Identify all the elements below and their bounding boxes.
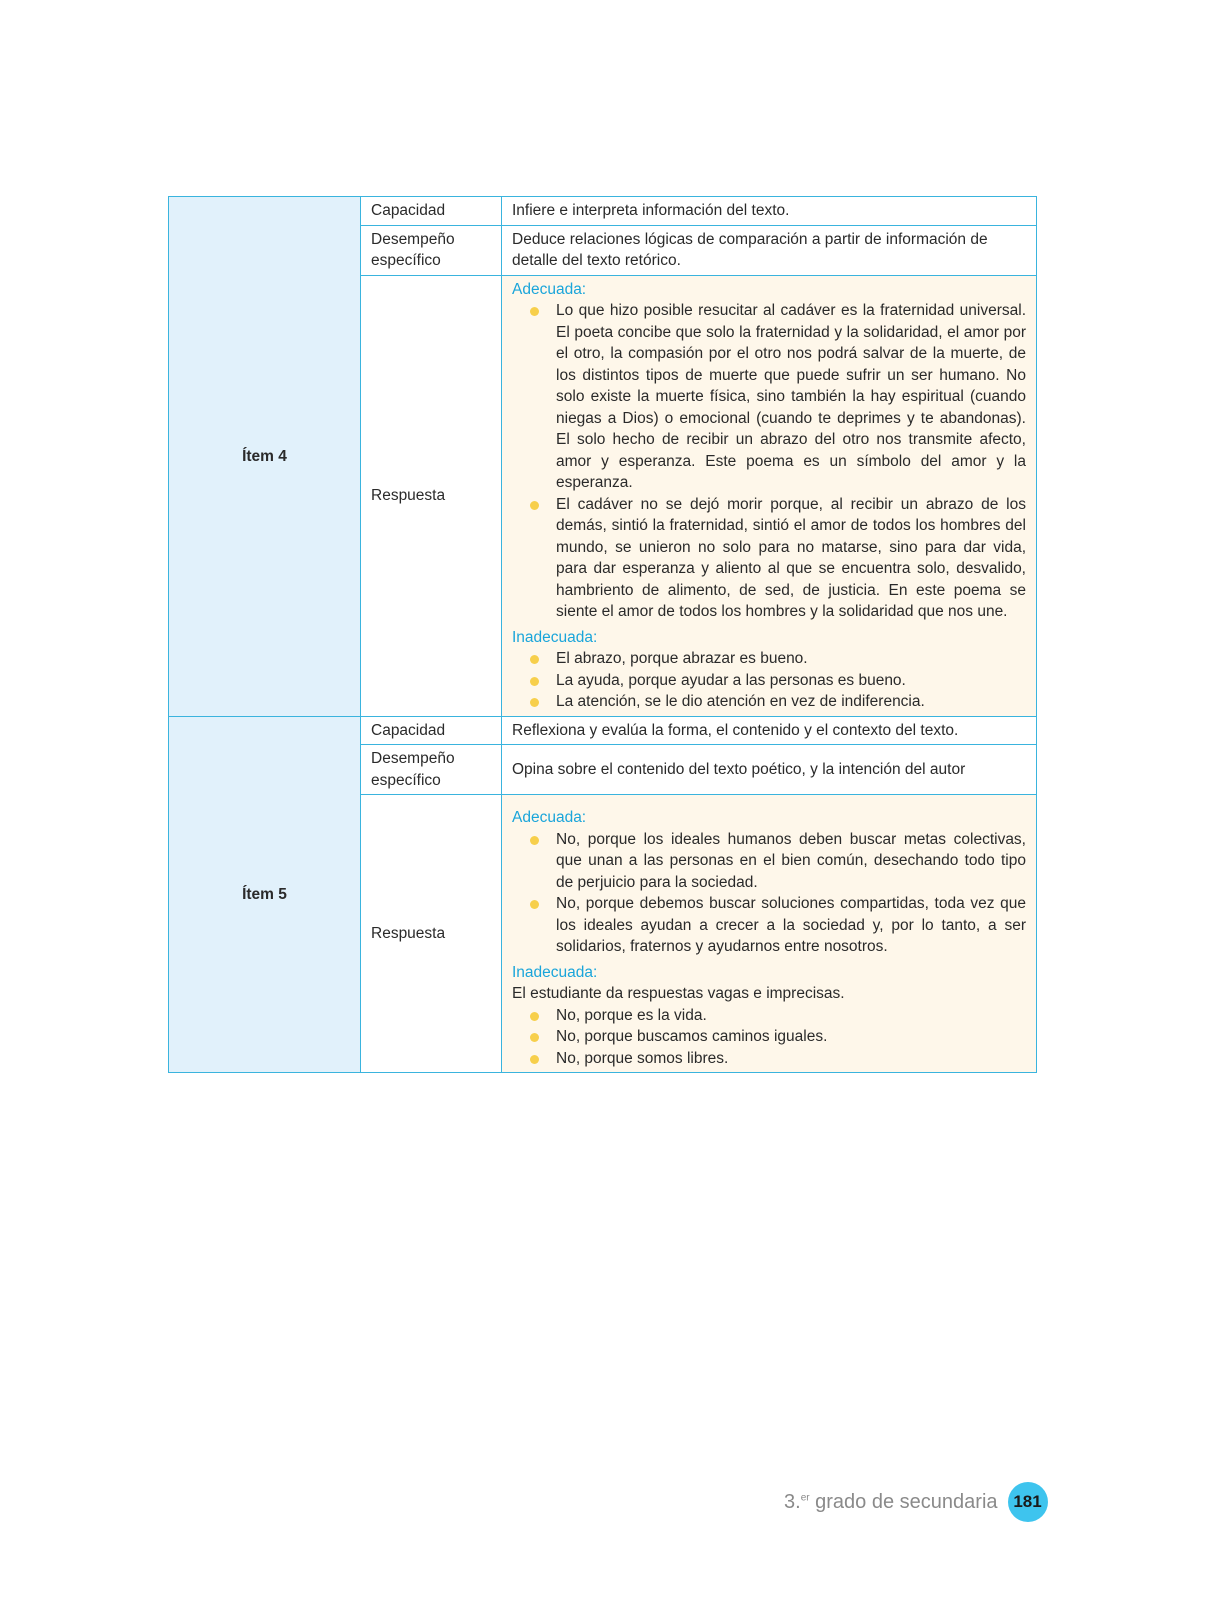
adecuada-heading: Adecuada: <box>512 809 587 826</box>
rubric-table <box>168 196 1037 1073</box>
respuesta-content <box>502 275 1037 716</box>
inadecuada-heading: Inadecuada: <box>512 963 598 981</box>
desempeno-label: Desempeño específico <box>361 745 502 795</box>
item-4-cell: Ítem 4 <box>169 197 361 717</box>
capacidad-label: Capacidad <box>361 716 502 745</box>
inadecuada-list <box>512 648 1026 713</box>
desempeno-text: Opina sobre el contenido del texto poético, y la intención del autor <box>502 745 1037 795</box>
list-item: La atención, se le dio atención en vez de indiferencia. <box>512 691 1026 713</box>
item-5-cell: Ítem 5 <box>169 716 361 1073</box>
list-item: El cadáver no se dejó morir porque, al recibir un abrazo de los demás, sintió la fraternidad, sintió el amor de todos los hombres del mundo, se unieron no solo para no matarse, sino para dar vida, para dar esperanza y aliento al que se encuentra solo, desvalido, hambriento de alimento, de sed, de justicia. En este poema se siente el amor de todos los hombres y la solidaridad que nos une. <box>512 494 1026 623</box>
list-item: No, porque buscamos caminos iguales. <box>512 1026 1026 1048</box>
grade-text: grado de secundaria <box>809 1490 998 1513</box>
inadecuada-list <box>512 1005 1026 1070</box>
respuesta-content <box>502 795 1037 1073</box>
adecuada-list <box>512 300 1026 623</box>
list-item: El abrazo, porque abrazar es bueno. <box>512 648 1026 670</box>
list-item: No, porque debemos buscar soluciones compartidas, toda vez que los ideales ayudan a crecer a la sociedad y, por lo tanto, a ser solidarios, fraternos y ayudarnos entre nosotros. <box>512 893 1026 958</box>
table-row <box>169 716 1037 745</box>
desempeno-text: Deduce relaciones lógicas de comparación a partir de información de detalle del texto retórico. <box>502 225 1037 275</box>
list-item: Lo que hizo posible resucitar al cadáver es la fraternidad universal. El poeta concibe que solo la fraternidad y la solidaridad, el amor por el otro, la compasión por el otro nos podrá salvar de la muerte, de los distintos tipos de muerte que puede sufrir un ser humano. No solo existe la muerte física, sino también la hay espiritual (cuando niegas a Dios) o emocional (cuando te deprimes y te abandonas). El solo hecho de recibir un abrazo del otro nos transmite afecto, amor y esperanza. Este poema es un símbolo del amor y la esperanza. <box>512 300 1026 494</box>
inadecuada-heading: Inadecuada: <box>512 628 598 646</box>
page-number-badge: 181 <box>1008 1482 1048 1522</box>
list-item: No, porque los ideales humanos deben buscar metas colectivas, que unan a las personas en el bien común, desechando todo tipo de perjuicio para la sociedad. <box>512 829 1026 894</box>
list-item: La ayuda, porque ayudar a las personas es bueno. <box>512 670 1026 692</box>
list-item: No, porque es la vida. <box>512 1005 1026 1027</box>
capacidad-text: Reflexiona y evalúa la forma, el contenido y el contexto del texto. <box>502 716 1037 745</box>
respuesta-label: Respuesta <box>361 795 502 1073</box>
grade-label <box>784 1491 998 1514</box>
page-footer <box>784 1480 1048 1524</box>
grade-number: 3. <box>784 1490 801 1513</box>
capacidad-label: Capacidad <box>361 197 502 226</box>
table-row <box>169 197 1037 226</box>
list-item: No, porque somos libres. <box>512 1048 1026 1070</box>
desempeno-label: Desempeño específico <box>361 225 502 275</box>
inadecuada-intro: El estudiante da respuestas vagas e imprecisas. <box>512 985 845 1002</box>
adecuada-list <box>512 829 1026 958</box>
capacidad-text: Infiere e interpreta información del texto. <box>502 197 1037 226</box>
grade-superscript: er <box>800 1491 810 1503</box>
respuesta-label: Respuesta <box>361 275 502 716</box>
adecuada-heading: Adecuada: <box>512 280 587 298</box>
